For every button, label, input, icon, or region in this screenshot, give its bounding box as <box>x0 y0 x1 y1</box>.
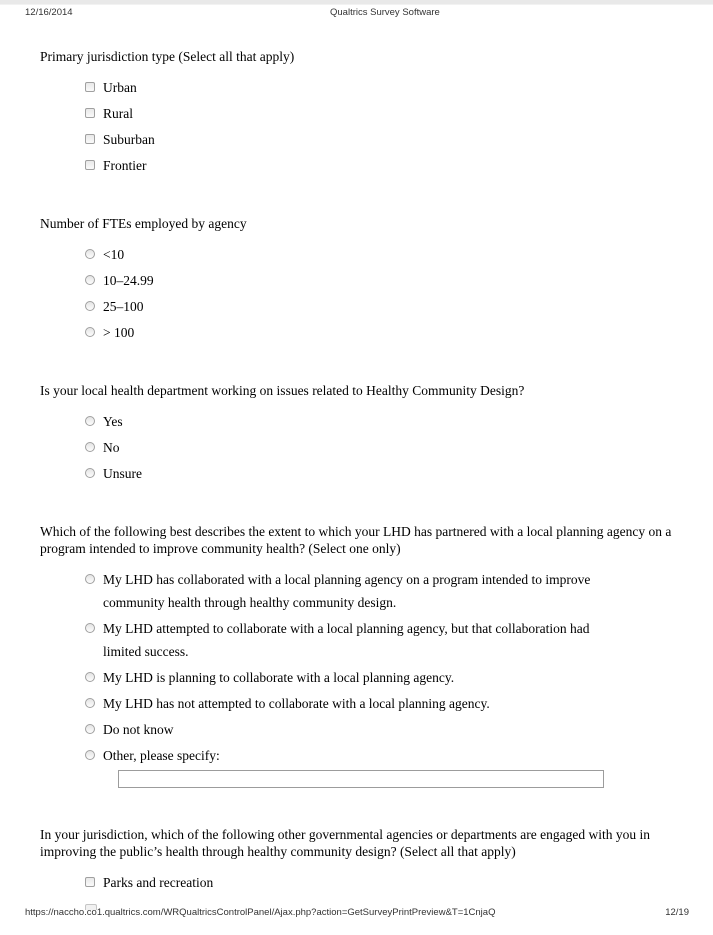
radio-button[interactable] <box>85 301 95 311</box>
option-label: Unsure <box>103 466 142 481</box>
radio-button[interactable] <box>85 698 95 708</box>
option-row <box>85 321 695 344</box>
option-label: My LHD is planning to collaborate with a local planning agency. <box>103 670 455 685</box>
question-block <box>40 382 695 485</box>
option-label: Parks and recreation <box>103 875 214 890</box>
option-list <box>85 243 695 344</box>
option-label: Frontier <box>103 158 147 173</box>
radio-button[interactable] <box>85 672 95 682</box>
question-title: Number of FTEs employed by agency <box>40 216 247 231</box>
question-title: In your jurisdiction, which of the following other governmental agencies or departments are engaged with you in improving the public’s health through healthy community design? (Select all that apply) <box>40 827 650 859</box>
option-label: <10 <box>103 247 125 262</box>
option-label: Yes <box>103 414 123 429</box>
question-block <box>40 826 695 894</box>
option-label: 10–24.99 <box>103 273 154 288</box>
option-row <box>85 436 695 459</box>
radio-button[interactable] <box>85 623 95 633</box>
option-row <box>85 744 695 767</box>
other-specify-input[interactable] <box>118 770 604 788</box>
option-label: Other, please specify: <box>103 748 220 763</box>
option-label: Rural <box>103 106 133 121</box>
option-row <box>85 269 695 292</box>
option-label: > 100 <box>103 325 135 340</box>
survey-questions <box>40 48 695 932</box>
question-block <box>40 523 695 788</box>
option-label: My LHD has collaborated with a local planning agency on a program intended to improve community health through healthy community design. <box>103 572 591 610</box>
option-row <box>85 295 695 318</box>
footer-url: https://naccho.co1.qualtrics.com/WRQualtricsControlPanel/Ajax.php?action=GetSurveyPrintPreview&T=1CnjaQ <box>25 907 496 918</box>
option-row <box>85 154 695 177</box>
checkbox[interactable] <box>85 82 95 92</box>
option-row <box>85 871 695 894</box>
radio-button[interactable] <box>85 724 95 734</box>
radio-button[interactable] <box>85 249 95 259</box>
option-label: Urban <box>103 80 137 95</box>
option-list <box>85 410 695 485</box>
option-row <box>85 76 695 99</box>
header-title: Qualtrics Survey Software <box>330 7 440 18</box>
option-label: Do not know <box>103 722 174 737</box>
option-row <box>85 410 695 433</box>
option-row <box>85 692 695 715</box>
checkbox[interactable] <box>85 160 95 170</box>
option-row <box>85 666 695 689</box>
option-list <box>85 76 695 177</box>
checkbox[interactable] <box>85 134 95 144</box>
radio-button[interactable] <box>85 574 95 584</box>
option-label: 25–100 <box>103 299 144 314</box>
page-top-edge <box>0 0 713 5</box>
option-row <box>85 128 695 151</box>
radio-button[interactable] <box>85 327 95 337</box>
option-label: My LHD attempted to collaborate with a local planning agency, but that collaboration had limited success. <box>103 621 590 659</box>
checkbox[interactable] <box>85 108 95 118</box>
option-list <box>85 568 695 788</box>
question-title: Which of the following best describes the extent to which your LHD has partnered with a local planning agency on a program intended to improve community health? (Select one only) <box>40 524 672 556</box>
radio-button[interactable] <box>85 750 95 760</box>
question-block <box>40 215 695 344</box>
option-list <box>85 871 695 894</box>
option-row <box>85 568 695 614</box>
header-date: 12/16/2014 <box>25 7 73 18</box>
option-row <box>85 617 695 663</box>
question-title: Is your local health department working on issues related to Healthy Community Design? <box>40 383 525 398</box>
option-row <box>85 243 695 266</box>
option-label: No <box>103 440 120 455</box>
radio-button[interactable] <box>85 275 95 285</box>
footer-page-number: 12/19 <box>665 907 689 918</box>
option-label: Suburban <box>103 132 155 147</box>
option-row <box>85 718 695 741</box>
checkbox[interactable] <box>85 877 95 887</box>
option-label: My LHD has not attempted to collaborate with a local planning agency. <box>103 696 490 711</box>
question-block <box>40 48 695 177</box>
radio-button[interactable] <box>85 468 95 478</box>
option-row <box>85 462 695 485</box>
radio-button[interactable] <box>85 442 95 452</box>
question-title: Primary jurisdiction type (Select all that apply) <box>40 49 295 64</box>
option-row <box>85 102 695 125</box>
radio-button[interactable] <box>85 416 95 426</box>
